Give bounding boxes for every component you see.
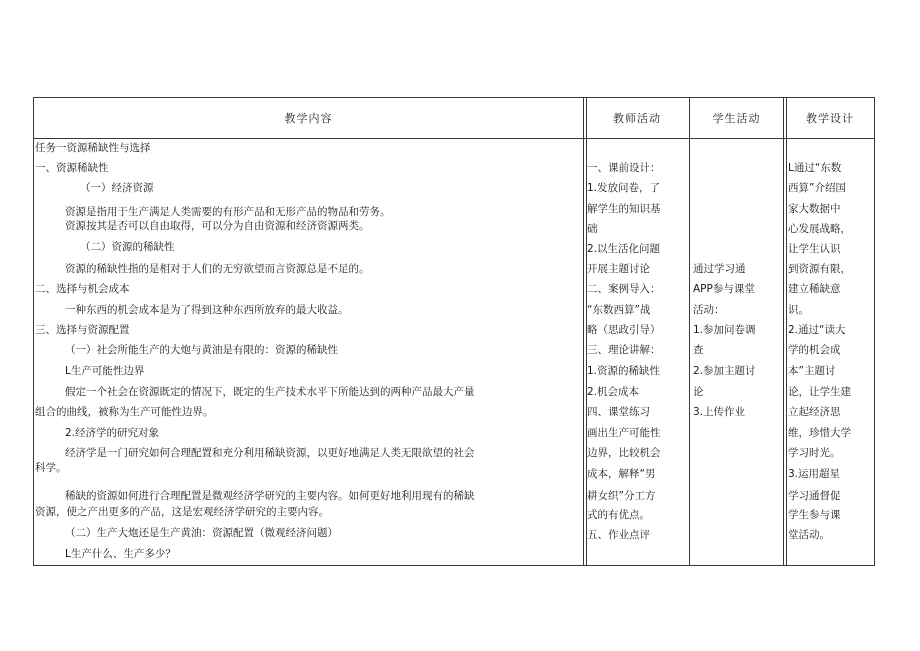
design-line: 心发展战略， — [788, 223, 851, 235]
teacher-line: 五、作业点评 — [587, 529, 650, 541]
col-divider-2 — [689, 98, 690, 565]
header-teacher: 教师活动 — [613, 112, 661, 125]
teacher-line: 画出生产可能性 — [587, 427, 661, 439]
teacher-line: 解学生的知识基 — [587, 203, 661, 215]
design-line: 学的机会成 — [788, 344, 841, 356]
content-heading-1: 一、资源稀缺性 — [35, 162, 109, 174]
student-line: 1.参加问卷调 — [693, 324, 756, 336]
content-task-title: 任务一资源稀缺性与选择 — [35, 142, 151, 154]
design-line: 到资源有限， — [788, 263, 851, 275]
content-para: 组合的曲线，被称为生产可能性边界。 — [35, 406, 214, 418]
content-para: 科学。 — [35, 462, 67, 474]
design-line: 维，珍惜大学 — [788, 427, 851, 439]
student-line: 查 — [693, 344, 704, 356]
content-item: L生产可能性边界 — [65, 365, 145, 377]
content-para: 一种东西的机会成本是为了得到这种东西所放弃的最大收益。 — [65, 304, 349, 316]
col-divider-3 — [783, 98, 787, 565]
student-line: APP参与课堂 — [693, 283, 755, 295]
header-design: 教学设计 — [806, 112, 854, 125]
teacher-line: 2.以生活化问题 — [587, 243, 661, 255]
teacher-line: 一、课前设计： — [587, 162, 661, 174]
design-line: 学生参与课 — [788, 509, 841, 521]
design-line: 西算”介绍国 — [788, 182, 846, 194]
content-heading-2: 二、选择与机会成本 — [35, 283, 130, 295]
teacher-line: 础 — [587, 223, 598, 235]
teacher-line: 四、课堂练习 — [587, 406, 650, 418]
student-line: 3.上传作业 — [693, 406, 746, 418]
teacher-line: 开展主题讨论 — [587, 263, 650, 275]
header-divider — [34, 138, 874, 139]
design-line: 学习通督促 — [788, 490, 841, 502]
header-student: 学生活动 — [712, 112, 761, 125]
content-item: L生产什么、生产多少？ — [65, 548, 176, 560]
content-para: 资源，使之产出更多的产品，这是宏观经济学研究的主要内容。 — [35, 506, 329, 518]
teacher-line: 略（思政引导） — [587, 324, 661, 336]
design-line: 论，让学生建 — [788, 386, 851, 398]
student-line: 2.参加主题讨 — [693, 365, 756, 377]
teacher-line: 耕女织”分工方 — [587, 490, 656, 502]
teacher-line: “东数西算”战 — [587, 304, 651, 316]
design-line: L通过“东数 — [788, 162, 842, 174]
design-line: 3.运用超星 — [788, 468, 841, 480]
design-line: 家大数据中 — [788, 203, 841, 215]
design-line: 本”主题讨 — [788, 365, 836, 377]
design-line: 识。 — [788, 304, 809, 316]
content-para: 假定一个社会在资源既定的情况下，既定的生产技术水平下所能达到的两种产品最大产量 — [65, 386, 475, 398]
lesson-plan-table — [33, 97, 875, 566]
teacher-line: 2.机会成本 — [587, 386, 640, 398]
content-para: 资源的稀缺性指的是相对于人们的无穷欲望而言资源总是不足的。 — [65, 263, 370, 275]
content-para: 经济学是一门研究如何合理配置和充分利用稀缺资源，以更好地满足人类无限欲望的社会 — [65, 447, 475, 459]
design-line: 让学生认识 — [788, 243, 841, 255]
design-line: 学习时光。 — [788, 447, 841, 459]
teacher-line: 1.资源的稀缺性 — [587, 365, 661, 377]
content-sub-3: （一）社会所能生产的大炮与黄油是有限的：资源的稀缺性 — [65, 344, 338, 356]
teacher-line: 式的有优点。 — [587, 509, 650, 521]
design-line: 2.通过“读大 — [788, 324, 846, 336]
content-para: 资源是指用于生产满足人类需要的有形产品和无形产品的物品和劳务。 — [65, 206, 391, 218]
student-line: 论 — [693, 386, 704, 398]
content-sub-1: （一）经济资源 — [80, 182, 154, 194]
teacher-line: 三、理论讲解： — [587, 344, 661, 356]
design-line: 建立稀缺意 — [788, 283, 841, 295]
content-para: 资源按其是否可以自由取得，可以分为自由资源和经济资源两类。 — [65, 220, 370, 232]
teacher-line: 成本，解释“男 — [587, 468, 656, 480]
teacher-line: 1.发放问卷，了 — [587, 182, 661, 194]
content-para: 稀缺的资源如何进行合理配置是微观经济学研究的主要内容。如何更好地利用现有的稀缺 — [65, 490, 475, 502]
design-line: 堂活动。 — [788, 529, 830, 541]
student-line: 活动： — [693, 304, 725, 316]
teacher-line: 边界，比较机会 — [587, 447, 661, 459]
student-line: 通过学习通 — [693, 263, 746, 275]
header-content: 教学内容 — [284, 112, 333, 125]
design-line: 立起经济思 — [788, 406, 841, 418]
content-item: 2.经济学的研究对象 — [65, 427, 160, 439]
content-sub-4: （二）生产大炮还是生产黄油：资源配置（微观经济问题） — [65, 527, 338, 539]
teacher-line: 二、案例导入： — [587, 283, 661, 295]
content-sub-2: （二）资源的稀缺性 — [80, 241, 175, 253]
content-heading-3: 三、选择与资源配置 — [35, 324, 130, 336]
